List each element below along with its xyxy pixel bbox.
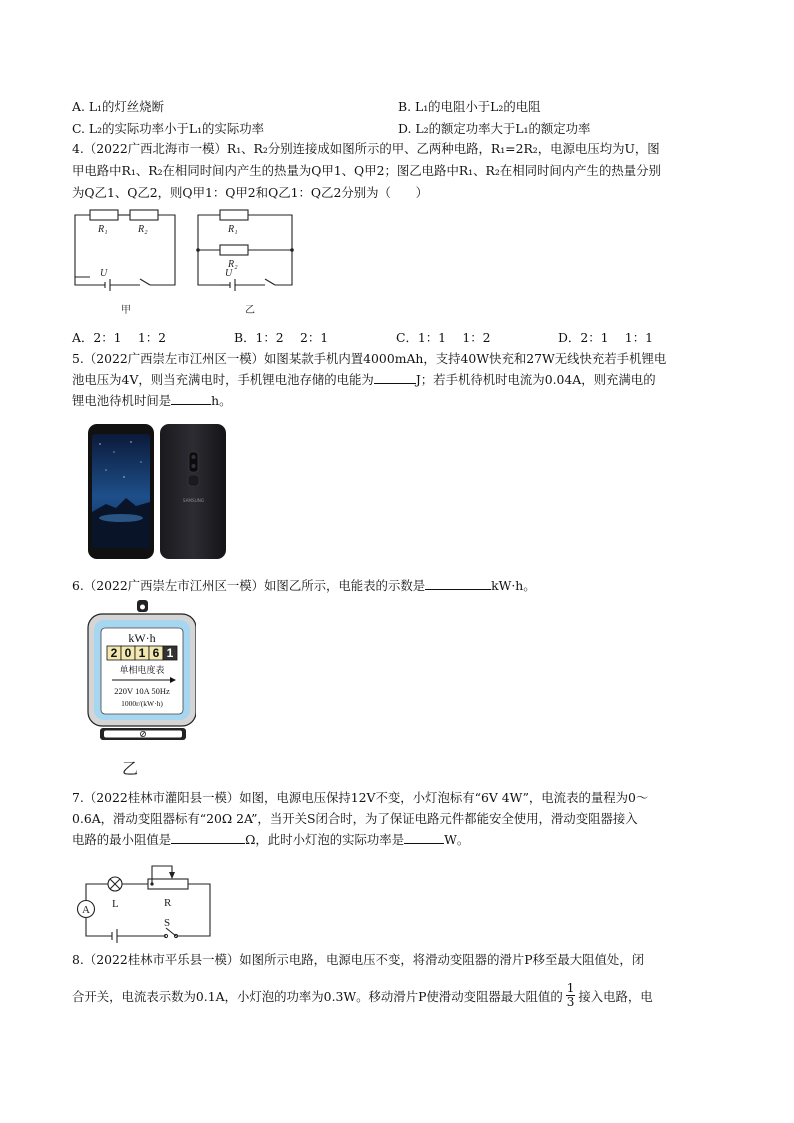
- q5-line-2: [72, 371, 656, 389]
- q7-line-2: 0.6A，滑动变阻器标有“20Ω 2A”，当开关S闭合时，为了保证电路元件都能安全使用，滑动变阻器接入: [72, 811, 638, 826]
- q7-line-3: [72, 831, 469, 849]
- q4-option-d: D．2：1 1：1: [558, 330, 653, 345]
- q8-line-2: [72, 981, 653, 1011]
- meter-name: 单相电度表: [119, 666, 165, 676]
- q4-fig-u-yi: U: [225, 268, 233, 279]
- q4-fig-u-jia: U: [100, 268, 108, 279]
- q8-frac-num: 1: [566, 981, 575, 995]
- q3-option-a: A. L₁的灯丝烧断: [72, 99, 164, 114]
- q7-blank-2[interactable]: [404, 831, 444, 844]
- meter-digit-5: 1: [166, 646, 174, 660]
- q4-line-1: 4.（2022广西北海市一模）R₁、R₂分别连接成如图所示的甲、乙两种电路，R₁=2R₂，电源电压均为U，图: [72, 141, 660, 156]
- q4-circuit-diagrams: [70, 205, 310, 320]
- q4-line-3: 为Q乙1、Q乙2，则Q甲1：Q甲2和Q乙1：Q乙2分别为（ ）: [72, 185, 429, 200]
- q7-fig-r: R: [164, 897, 172, 909]
- q5-phone-image: [86, 422, 228, 562]
- q8-line-1: 8.（2022桂林市平乐县一模）如图所示电路，电源电压不变，将滑动变阻器的滑片P移至最大阻值处，闭: [72, 952, 645, 967]
- meter-digit-1: 2: [110, 646, 118, 660]
- q8-fraction: [566, 982, 576, 1009]
- q7-fig-ammeter: A: [82, 904, 90, 916]
- q4-fig-label-yi: 乙: [245, 305, 255, 316]
- q7-circuit-diagram: [72, 860, 220, 950]
- q7-line-1: 7.（2022桂林市灌阳县一模）如图，电源电压保持12V不变，小灯泡标有“6V 4W”，电流表的量程为0～: [72, 790, 649, 805]
- q5-line-2a: 池电压为4V，则当充满电时，手机锂电池存储的电能为: [72, 372, 374, 387]
- q8-frac-den: 3: [566, 995, 575, 1009]
- q5-blank-2[interactable]: [171, 392, 211, 405]
- q7-line-3b: Ω，此时小灯泡的实际功率是: [245, 832, 405, 847]
- q6-line-b: kW·h。: [491, 578, 536, 593]
- q7-blank-1[interactable]: [171, 831, 245, 844]
- meter-digit-3: 1: [138, 646, 146, 660]
- q7-line-3a: 电路的最小阻值是: [72, 832, 172, 847]
- q7-line-3c: W。: [444, 832, 470, 847]
- q8-line-2b: 接入电路，电: [578, 989, 653, 1004]
- q5-line-3b: h。: [211, 393, 232, 408]
- q4-line-2: 甲电路中R₁、R₂在相同时间内产生的热量为Q甲1、Q甲2；图乙电路中R₁、R₂在相同时间内产生的热量分别: [72, 163, 661, 178]
- q4-option-c: C．1：1 1：2: [396, 330, 491, 345]
- q6-line-a: 6.（2022广西崇左市江州区一模）如图乙所示，电能表的示数是: [72, 578, 426, 593]
- q4-fig-r2-jia: R₂: [138, 224, 148, 235]
- q8-line-2a: 合开关，电流表示数为0.1A，小灯泡的功率为0.3W。移动滑片P使滑动变阻器最大阻值的: [72, 989, 563, 1004]
- q4-option-b: B．1：2 2：1: [234, 330, 329, 345]
- meter-digit-2: 0: [124, 646, 132, 660]
- q3-option-b: B. L₁的电阻小于L₂的电阻: [398, 99, 541, 114]
- q5-line-3: [72, 392, 232, 410]
- q6-blank[interactable]: [425, 577, 491, 590]
- q7-fig-s: S: [164, 917, 171, 929]
- meter-caption: 乙: [121, 759, 139, 778]
- q4-fig-r1-jia: R₁: [98, 224, 108, 235]
- q5-blank-1[interactable]: [374, 371, 416, 384]
- q4-fig-label-jia: 甲: [121, 305, 131, 316]
- q5-line-2b: J；若手机待机时电流为0.04A，则充满电的: [415, 372, 656, 387]
- meter-rev: 1000r/(kW·h): [121, 699, 163, 708]
- q3-option-c: C. L₂的实际功率小于L₁的实际功率: [72, 121, 264, 136]
- meter-unit: kW·h: [128, 631, 156, 645]
- meter-digit-4: 6: [152, 646, 160, 660]
- q5-line-3a: 锂电池待机时间是: [72, 393, 172, 408]
- q6-line: [72, 577, 536, 595]
- q4-fig-r1-yi: R₁: [228, 224, 238, 235]
- q7-fig-l: L: [112, 898, 119, 910]
- q5-line-1: 5.（2022广西崇左市江州区一模）如图某款手机内置4000mAh，支持40W快充和27W无线快充若手机锂电: [72, 351, 667, 366]
- q6-meter-figure: [80, 598, 196, 778]
- q4-fig-r2-yi: R₂: [228, 259, 238, 270]
- q5-phone-brand: SAMSUNG: [182, 498, 205, 503]
- meter-spec: 220V 10A 50Hz: [114, 686, 170, 696]
- q3-option-d: D. L₂的额定功率大于L₁的额定功率: [398, 121, 591, 136]
- q4-option-a: A．2：1 1：2: [72, 330, 166, 345]
